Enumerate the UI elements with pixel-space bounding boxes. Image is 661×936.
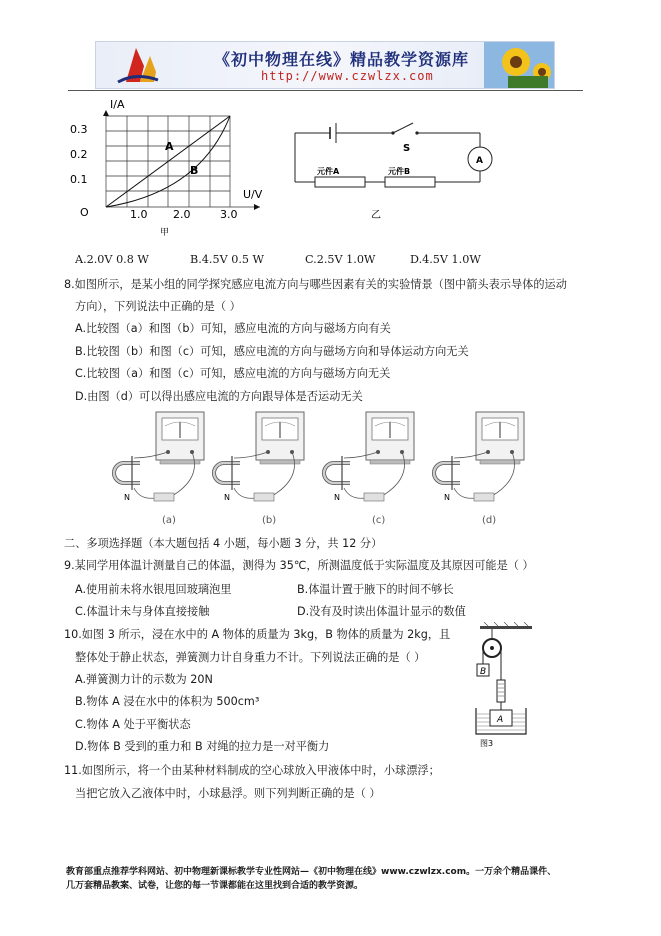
- header-banner: [95, 41, 555, 89]
- q8-option-a: A.比较图（a）和图（b）可知，感应电流的方向与磁场方向有关: [75, 322, 391, 335]
- element-b-label: 元件B: [388, 167, 411, 176]
- graph-caption: 甲: [160, 228, 170, 238]
- circuit-caption: 乙: [371, 210, 381, 221]
- x-tick: 3.0: [220, 208, 238, 221]
- x-tick: 1.0: [130, 208, 148, 221]
- figure-caption: 图3: [480, 739, 494, 748]
- q10-stem-line1: 10.如图 3 所示，浸在水中的 A 物体的质量为 3kg，B 物体的质量为 2kg，且: [64, 628, 451, 641]
- q7-option-d: D.4.5V 1.0W: [410, 253, 481, 266]
- switch-label: S: [403, 143, 411, 154]
- x-axis-label: U/V: [243, 188, 263, 201]
- q7-option-c: C.2.5V 1.0W: [305, 253, 376, 266]
- section-title: 二、多项选择题（本大题包括 4 小题，每小题 3 分，共 12 分）: [64, 537, 383, 550]
- footer-line1: 教育部重点推荐学科网站、初中物理新课标教学专业性网站—《初中物理在线》www.czwlzx.com。一万余个精品课件、: [66, 867, 557, 877]
- setup-b-icon: [214, 412, 304, 501]
- iu-graph: [60, 92, 270, 242]
- figure-label: (a): [162, 515, 176, 526]
- figure-label: (b): [262, 515, 277, 526]
- q11-stem-line2: 当把它放入乙液体中时，小球悬浮。则下列判断正确的是（ ）: [75, 787, 381, 800]
- banner-title: 《初中物理在线》精品教学资源库: [214, 50, 470, 69]
- curve-b-label: B: [190, 164, 199, 177]
- curve-a-label: A: [165, 140, 174, 153]
- y-arrow-icon: [103, 110, 109, 116]
- circuit-diagram: [285, 115, 500, 225]
- y-axis-label: I/A: [110, 98, 125, 111]
- q8-figure: [110, 408, 530, 533]
- ammeter-label: A: [476, 156, 483, 166]
- setup-d-icon: [434, 412, 524, 501]
- q8-option-c: C.比较图（a）和图（c）可知，感应电流的方向与磁场方向无关: [75, 367, 391, 380]
- q10-figure: [470, 622, 540, 750]
- q9-option-c: C.体温计未与身体直接接触: [75, 605, 210, 618]
- magnet-pole-label: N: [334, 493, 340, 502]
- x-tick: 2.0: [173, 208, 191, 221]
- figure-label: (d): [482, 515, 497, 526]
- q9-stem: 9.某同学用体温计测量自己的体温，测得为 35℃，所测温度低于实际温度及其原因可能是（ ）: [64, 559, 534, 572]
- footer-line2: 几万套精品教案、试卷，让您的每一节课都能在这里找到合适的教学资源。: [66, 881, 364, 891]
- q11-stem-line1: 11.如图所示，将一个由某种材料制成的空心球放入甲液体中时，小球漂浮；: [64, 764, 440, 777]
- magnet-pole-label: N: [124, 493, 130, 502]
- q7-option-a: A.2.0V 0.8 W: [75, 253, 149, 266]
- element-a-label: 元件A: [317, 167, 340, 176]
- q9-option-a: A.使用前未将水银甩回玻璃泡里: [75, 583, 232, 596]
- figure-label: (c): [372, 515, 386, 526]
- y-tick: 0.3: [70, 123, 88, 136]
- block-b-label: B: [480, 667, 487, 677]
- banner-url: http://www.czwlzx.com: [261, 69, 434, 83]
- setup-a-icon: [114, 412, 204, 501]
- x-arrow-icon: [254, 204, 260, 210]
- switch-icon: [393, 123, 413, 133]
- y-tick: 0.1: [70, 173, 88, 186]
- q10-option-a: A.弹簧测力计的示数为 20N: [75, 673, 213, 686]
- q8-stem-line2: 方向），下列说法中正确的是（ ）: [75, 300, 241, 313]
- q10-option-c: C.物体 A 处于平衡状态: [75, 718, 191, 731]
- y-tick: 0.2: [70, 148, 88, 161]
- q10-option-d: D.物体 B 受到的重力和 B 对绳的拉力是一对平衡力: [75, 740, 330, 753]
- q9-option-b: B.体温计置于腋下的时间不够长: [297, 583, 454, 596]
- q10-stem-line2: 整体处于静止状态，弹簧测力计自身重力不计。下列说法正确的是（ ）: [75, 651, 426, 664]
- q7-option-b: B.4.5V 0.5 W: [190, 253, 265, 266]
- spring-scale-icon: [497, 680, 505, 702]
- element-a-icon: [315, 177, 365, 187]
- magnet-pole-label: N: [224, 493, 230, 502]
- q9-option-d: D.没有及时读出体温计显示的数值: [297, 605, 466, 618]
- magnet-pole-label: N: [444, 493, 450, 502]
- q8-option-b: B.比较图（b）和图（c）可知，感应电流的方向与磁场方向和导体运动方向无关: [75, 345, 469, 358]
- header-rule: [68, 90, 583, 91]
- element-b-icon: [385, 177, 435, 187]
- setup-c-icon: [324, 412, 414, 501]
- ceiling-icon: [480, 626, 532, 629]
- block-a-label: A: [497, 715, 504, 725]
- q8-option-d: D.由图（d）可以得出感应电流的方向跟导体是否运动无关: [75, 390, 363, 403]
- origin-label: O: [80, 206, 89, 219]
- q10-option-b: B.物体 A 浸在水中的体积为 500cm³: [75, 695, 260, 708]
- q8-stem-line1: 8.如图所示，是某小组的同学探究感应电流方向与哪些因素有关的实验情景（图中箭头表示导体的运动: [64, 278, 567, 291]
